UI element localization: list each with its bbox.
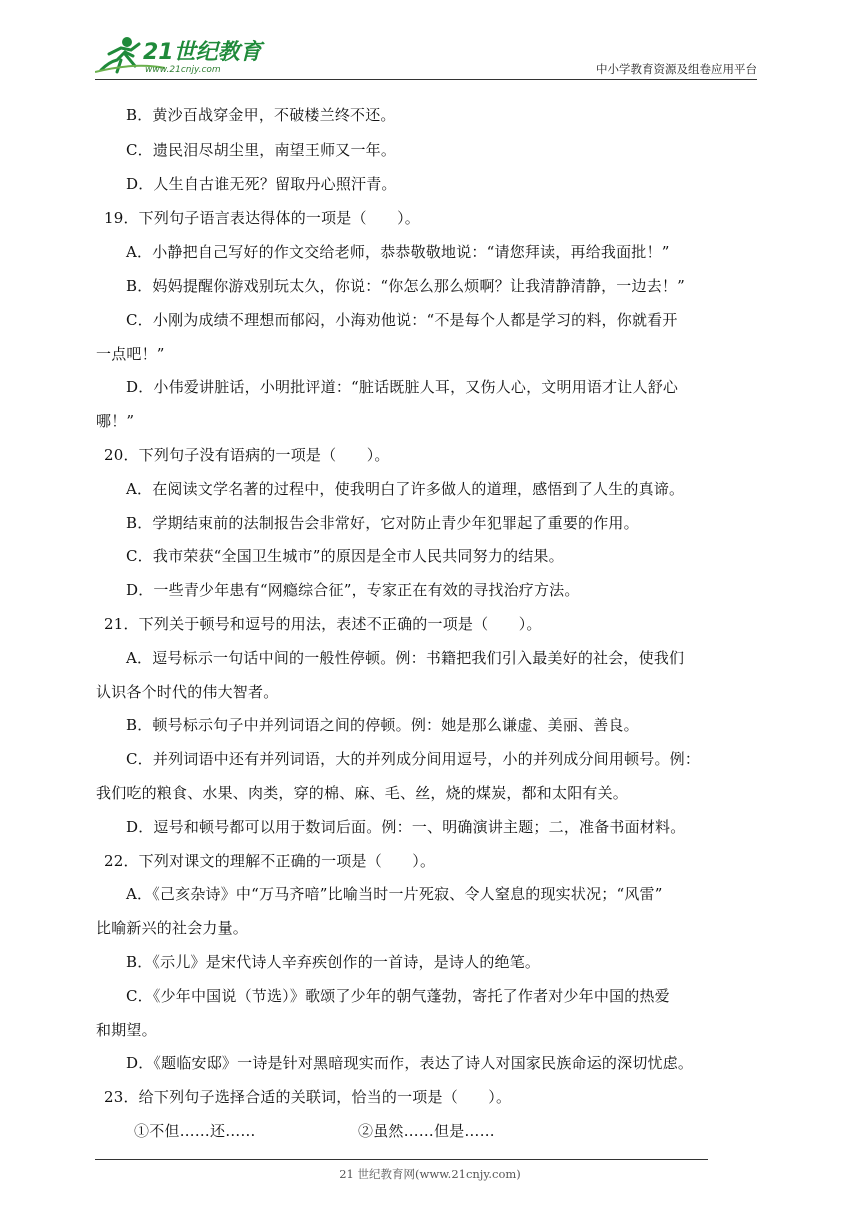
choice-2: ②虽然……但是…… [358, 1122, 495, 1140]
option-line: A．小静把自己写好的作文交给老师，恭恭敬敬地说：“请您拜读，再给我面批！” [126, 243, 670, 261]
option-line: D．《题临安邸》一诗是针对黑暗现实而作，表达了诗人对国家民族命运的深切忧虑。 [126, 1054, 694, 1072]
option-line: C．遗民泪尽胡尘里，南望王师又一年。 [126, 141, 397, 159]
svg-text:21世纪教育: 21世纪教育 [143, 40, 262, 65]
option-line: A．《己亥杂诗》中“万马齐喑”比喻当时一片死寂、令人窒息的现实状况；“风雷” [126, 885, 663, 903]
option-line: B．妈妈提醒你游戏别玩太久，你说：“你怎么那么烦啊？让我清静清静，一边去！” [126, 277, 685, 295]
svg-text:www.21cnjy.com: www.21cnjy.com [145, 65, 221, 75]
option-line: B．顿号标示句子中并列词语之间的停顿。例：她是那么谦虚、美丽、善良。 [126, 716, 639, 734]
option-line: A．逗号标示一句话中间的一般性停顿。例：书籍把我们引入最美好的社会，使我们 [126, 649, 685, 667]
option-line: C．《少年中国说（节选）》歌颂了少年的朝气蓬勃，寄托了作者对少年中国的热爱 [126, 987, 670, 1005]
page-header [95, 32, 757, 80]
option-continuation: 哪！” [96, 412, 135, 430]
option-line: C．我市荣获“全国卫生城市”的原因是全市人民共同努力的结果。 [126, 547, 564, 565]
option-continuation: 我们吃的粮食、水果、肉类，穿的棉、麻、毛、丝，烧的煤炭，都和太阳有关。 [96, 784, 629, 802]
question-23: 23．给下列句子选择合适的关联词，恰当的一项是（ ）。 [104, 1088, 512, 1106]
option-line: D．人生自古谁无死？留取丹心照汗青。 [126, 175, 397, 193]
footer-divider [95, 1159, 708, 1160]
site-name: 中小学教育资源及组卷应用平台 [596, 62, 757, 76]
option-line: A．在阅读文学名著的过程中，使我明白了许多做人的道理，感悟到了人生的真谛。 [126, 480, 685, 498]
choice-1: ①不但……还…… [134, 1122, 256, 1140]
question-22: 22．下列对课文的理解不正确的一项是（ ）。 [104, 852, 436, 870]
option-line: D．逗号和顿号都可以用于数词后面。例：一、明确演讲主题；二，准备书面材料。 [126, 818, 686, 836]
page-footer: 21 世纪教育网(www.21cnjy.com) [339, 1167, 521, 1181]
option-line: C．并列词语中还有并列词语，大的并列成分间用逗号，小的并列成分间用顿号。例： [126, 750, 701, 768]
option-continuation: 认识各个时代的伟大智者。 [96, 683, 279, 701]
option-continuation: 一点吧！” [96, 345, 165, 363]
option-line: B．黄沙百战穿金甲，不破楼兰终不还。 [126, 106, 396, 124]
option-line: B．《示儿》是宋代诗人辛弃疾创作的一首诗，是诗人的绝笔。 [126, 953, 541, 971]
option-continuation: 比喻新兴的社会力量。 [96, 919, 249, 937]
option-line: B．学期结束前的法制报告会非常好，它对防止青少年犯罪起了重要的作用。 [126, 514, 639, 532]
option-continuation: 和期望。 [96, 1021, 157, 1039]
question-20: 20．下列句子没有语病的一项是（ ）。 [104, 446, 390, 464]
site-logo [95, 32, 265, 76]
question-21: 21．下列关于顿号和逗号的用法，表述不正确的一项是（ ）。 [104, 615, 542, 633]
header-divider [95, 79, 757, 80]
option-line: D．一些青少年患有“网瘾综合征”，专家正在有效的寻找治疗方法。 [126, 581, 580, 599]
option-line: D．小伟爱讲脏话，小明批评道：“脏话既脏人耳，又伤人心，文明用语才让人舒心 [126, 378, 679, 396]
option-line: C．小刚为成绩不理想而郁闷，小海劝他说：“不是每个人都是学习的料，你就看开 [126, 311, 678, 329]
question-19: 19．下列句子语言表达得体的一项是（ ）。 [104, 209, 420, 227]
